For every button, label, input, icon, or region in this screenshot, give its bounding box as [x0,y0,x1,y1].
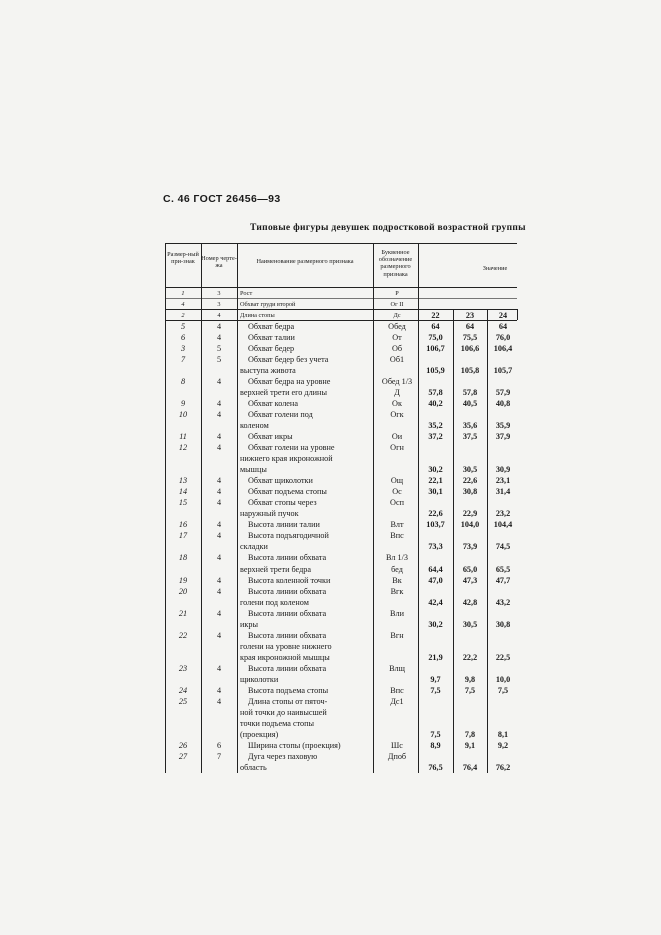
feature-symbol: Д [394,388,400,398]
drawing-number: 4 [216,520,222,530]
table-row [165,729,517,741]
feature-name: Обхват бедер [248,344,295,354]
feature-symbol: Ос [392,487,402,497]
feature-symbol: бед [391,564,403,574]
drawing-number: 4 [216,553,222,563]
table-row [165,751,517,763]
feature-number: 21 [178,608,188,618]
value-cell: 64,4 [428,564,443,574]
value-cell: 65,0 [462,564,478,574]
value-cell: 43,2 [495,597,511,607]
table-row [165,332,517,344]
feature-name: ной точки до наивысшей [240,707,327,717]
table-row [165,762,517,774]
table-row [165,685,517,697]
feature-symbol: Об [391,344,403,354]
value-cell: 76,4 [462,762,478,772]
drawing-number: 4 [216,410,222,420]
value-cell: 73,3 [428,542,443,552]
table-row [165,299,517,311]
table-row [165,497,517,509]
feature-name: Обхват бедра [248,322,295,332]
value-cell: 22,6 [428,509,443,519]
feature-number: 26 [178,740,188,750]
feature-name: складки [240,542,268,552]
feature-name: Высота линии обхвата [248,586,327,596]
value-cell: 103,7 [426,520,445,530]
value-cell: 23,1 [495,476,511,486]
feature-name: мышцы [240,465,267,475]
value-cell: 21,9 [428,652,443,662]
table-row [165,718,517,730]
feature-number: 20 [178,586,188,596]
feature-name: края икроножной мышцы [240,652,330,662]
feature-number: 7 [180,355,186,365]
feature-symbol: Влщ [389,663,405,673]
table-row [165,365,517,377]
table-row [165,442,517,454]
table-row [165,663,517,675]
table-row [165,464,517,476]
table-row [165,376,517,388]
value-cell: 30,8 [462,487,478,497]
value-cell: 64 [498,322,508,332]
feature-number: 15 [178,498,188,508]
value-cell: 74,5 [495,542,511,552]
table-row [165,652,517,664]
value-cell: 9,2 [497,740,509,750]
feature-name: Обхват колена [248,399,298,409]
feature-number: 24 [178,685,188,695]
drawing-number: 4 [216,696,222,706]
table-row [165,288,517,300]
table-row [165,619,517,631]
table-row [165,541,517,553]
value-cell: 40,5 [462,399,478,409]
table-row [165,530,517,542]
feature-symbol: Ог II [390,301,404,309]
feature-symbol: Обед [388,322,406,332]
feature-name: Высота подъема стопы [248,685,329,695]
value-cell: 22,6 [462,476,478,486]
table-row [165,398,517,410]
feature-name: верхней трети его длины [240,388,327,398]
header-value: Значение [482,265,508,272]
feature-name: Высота линии обхвата [248,608,327,618]
value-cell: 30,5 [462,465,478,475]
table-row [165,387,517,399]
drawing-number: 5 [216,344,222,354]
value-cell: 64 [465,322,475,332]
feature-number: 9 [180,399,186,409]
value-cell: 8,9 [430,740,441,750]
feature-symbol: Огк [390,410,404,420]
value-cell: 75,0 [428,333,443,343]
feature-name: (проекция) [240,729,279,739]
drawing-number: 4 [217,312,221,320]
feature-name: верхней трети бедра [240,564,311,574]
feature-number: 5 [180,322,186,332]
feature-number: 6 [180,333,186,343]
feature-name: Высота линии обхвата [248,663,327,673]
feature-symbol: Об1 [389,355,405,365]
value-cell: 7,8 [464,729,476,739]
feature-number: 8 [180,377,186,387]
feature-symbol: Огн [390,443,404,453]
value-cell: 24 [498,311,508,321]
feature-name: Дуга через паховую [248,751,318,761]
drawing-number: 4 [216,322,222,332]
feature-name: Обхват стопы через [248,498,317,508]
feature-symbol: Дс [393,312,401,320]
feature-symbol: Дпоб [387,751,407,761]
feature-symbol: Вк [392,575,402,585]
feature-name: Длина стопы [240,312,275,320]
value-cell: 7,5 [430,685,441,695]
table-row [165,740,517,752]
feature-number: 11 [179,432,187,442]
drawing-number: 3 [217,290,221,297]
table-row [165,674,517,686]
value-cell: 7,5 [464,685,476,695]
feature-symbol: Шс [391,740,403,750]
feature-number: 13 [178,476,188,486]
feature-name: Высота коленной точки [248,575,331,585]
feature-name: щиколотки [240,674,279,684]
value-cell: 7,5 [430,729,441,739]
drawing-number: 4 [216,377,222,387]
drawing-number: 4 [216,399,222,409]
drawing-number: 4 [216,575,222,585]
value-cell: 106,6 [460,344,480,354]
feature-symbol: Ощ [390,476,404,486]
feature-symbol: Ои [391,432,403,442]
value-cell: 104,0 [460,520,480,530]
feature-number: 4 [181,301,185,309]
feature-name: наружный пучок [240,509,299,519]
value-cell: 8,1 [497,729,509,739]
value-cell: 37,2 [428,432,443,442]
feature-symbol: Вли [390,608,404,618]
value-cell: 106,4 [493,344,513,354]
feature-number: 10 [178,410,188,420]
table-row [165,508,517,520]
value-cell: 47,3 [462,575,478,585]
value-cell: 105,8 [460,366,480,376]
feature-symbol: Вл 1/3 [385,553,409,563]
feature-symbol: Впс [390,685,404,695]
drawing-number: 4 [216,531,222,541]
value-cell: 76,0 [495,333,511,343]
feature-name: Обхват голени на уровне [248,443,335,453]
header-size-feature: Размер-ный при-знак [167,251,199,266]
feature-name: Обхват бедра на уровне [248,377,331,387]
feature-name: Ширина стопы (проекция) [248,740,341,750]
table-row [165,486,517,498]
feature-name: Длина стопы от пяточ- [248,696,328,706]
feature-number: 3 [180,344,186,354]
table-row [165,420,517,432]
feature-number: 17 [178,531,188,541]
drawing-number: 4 [216,487,222,497]
table-row [165,343,517,355]
feature-name: точки подъема стопы [240,718,315,728]
value-cell: 22 [431,311,440,321]
feature-symbol: От [392,333,402,343]
drawing-number: 4 [216,432,222,442]
value-cell: 22,5 [495,652,511,662]
feature-number: 22 [178,630,188,640]
table-row [165,475,517,487]
drawing-number: 4 [216,476,222,486]
feature-name: Обхват бедер без учета [248,355,329,365]
feature-number: 18 [178,553,188,563]
drawing-number: 4 [216,586,222,596]
value-cell: 40,8 [495,399,511,409]
value-cell: 9,1 [464,740,476,750]
drawing-number: 7 [216,751,222,761]
feature-symbol: Вгк [390,586,404,596]
feature-name: голени на уровне нижнего [240,641,332,651]
drawing-number: 3 [217,301,221,309]
drawing-number: 4 [216,663,222,673]
value-cell: 57,8 [428,388,443,398]
value-cell: 104,4 [493,520,513,530]
value-cell: 23 [465,311,475,321]
value-cell: 30,1 [428,487,443,497]
header-feature-name: Наименование размерного признака [256,258,354,265]
table-row [165,641,517,653]
value-cell: 9,7 [430,674,441,684]
feature-symbol: Впс [390,531,404,541]
feature-name: Обхват груди второй [240,301,296,309]
value-cell: 22,2 [462,652,478,662]
value-cell: 57,9 [495,388,511,398]
measurements-table [165,243,517,773]
drawing-number: 4 [216,630,222,640]
header-letter-symbol: Буквенное обозначение размерного признака [378,249,413,278]
value-cell: 10,0 [495,674,511,684]
value-cell: 47,0 [428,575,443,585]
drawing-number: 6 [216,740,222,750]
table-row [165,354,517,366]
feature-symbol: Дс1 [390,696,404,706]
feature-name: область [240,762,267,772]
feature-symbol: Ок [392,399,402,409]
table-row [165,431,517,443]
feature-number: 1 [181,290,185,297]
drawing-number: 4 [216,443,222,453]
feature-number: 16 [178,520,188,530]
value-cell: 47,7 [495,575,511,585]
drawing-number: 5 [216,355,222,365]
feature-name: голени под коленом [240,597,309,607]
feature-number: 25 [178,696,188,706]
table-row [165,586,517,598]
table-row [165,310,517,322]
value-cell: 76,5 [428,762,443,772]
table-row [165,696,517,708]
value-cell: 40,2 [428,399,443,409]
feature-symbol: Влт [390,520,404,530]
feature-number: 12 [178,443,188,453]
feature-symbol: Вгн [390,630,404,640]
feature-number: 27 [178,751,188,761]
value-cell: 30,9 [495,465,511,475]
value-cell: 75,5 [462,333,478,343]
value-cell: 65,5 [495,564,511,574]
feature-name: Обхват щиколотки [248,476,313,486]
feature-name: коленом [240,421,269,431]
feature-name: нижнего края икроножной [240,454,333,464]
table-row [165,564,517,576]
feature-symbol: Осп [390,498,404,508]
table-border-top [165,243,517,244]
value-cell: 7,5 [497,685,509,695]
table-row [165,597,517,609]
table-row [165,453,517,465]
table-row [165,552,517,564]
value-cell: 57,8 [462,388,478,398]
value-cell: 42,8 [462,597,478,607]
value-cell: 30,8 [495,619,511,629]
table-row [165,608,517,620]
value-cell: 30,2 [428,465,443,475]
value-cell: 31,4 [495,487,511,497]
feature-name: Высота линии талии [248,520,320,530]
feature-name: Высота линии обхвата [248,630,327,640]
drawing-number: 4 [216,685,222,695]
feature-number: 19 [178,575,188,585]
value-cell: 37,5 [462,432,478,442]
page-header: С. 46 ГОСТ 26456—93 [163,193,281,205]
feature-number: 14 [178,487,188,497]
value-cell: 30,2 [428,619,443,629]
value-cell: 37,9 [495,432,511,442]
value-cell: 22,1 [428,476,443,486]
table-row [165,409,517,421]
value-cell: 23,2 [495,509,511,519]
value-cell: 35,2 [428,421,443,431]
value-cell: 73,9 [462,542,478,552]
drawing-number: 4 [216,498,222,508]
feature-name: Рост [240,290,253,297]
drawing-number: 4 [216,333,222,343]
table-row [165,707,517,719]
value-cell: 35,9 [495,421,511,431]
value-cell: 105,7 [493,366,513,376]
feature-name: Обхват голени под [248,410,313,420]
value-cell: 35,6 [462,421,478,431]
feature-name: икры [240,619,258,629]
header-drawing-number: Номер черте-жа [201,255,237,270]
value-cell: 9,8 [464,674,476,684]
table-title: Типовые фигуры девушек подростковой возрастной группы [250,223,526,233]
value-cell: 105,9 [426,366,445,376]
table-row [165,575,517,587]
value-cell: 106,7 [426,344,445,354]
value-cell: 64 [431,322,440,332]
feature-name: Обхват икры [248,432,293,442]
table-row [165,519,517,531]
feature-name: Высота линии обхвата [248,553,327,563]
feature-name: Обхват талии [248,333,295,343]
value-cell: 22,9 [462,509,478,519]
value-cell: 76,2 [495,762,511,772]
feature-number: 23 [178,663,188,673]
feature-symbol: Обед 1/3 [381,377,413,387]
drawing-number: 4 [216,608,222,618]
feature-name: выступа живота [240,366,296,376]
value-cell: 30,5 [462,619,478,629]
feature-name: Высота подъягодичной [248,531,329,541]
feature-name: Обхват подъема стопы [248,487,327,497]
value-cell: 42,4 [428,597,443,607]
feature-symbol: Р [395,290,399,297]
table-row [165,630,517,642]
feature-number: 2 [181,312,185,320]
table-row [165,321,517,333]
